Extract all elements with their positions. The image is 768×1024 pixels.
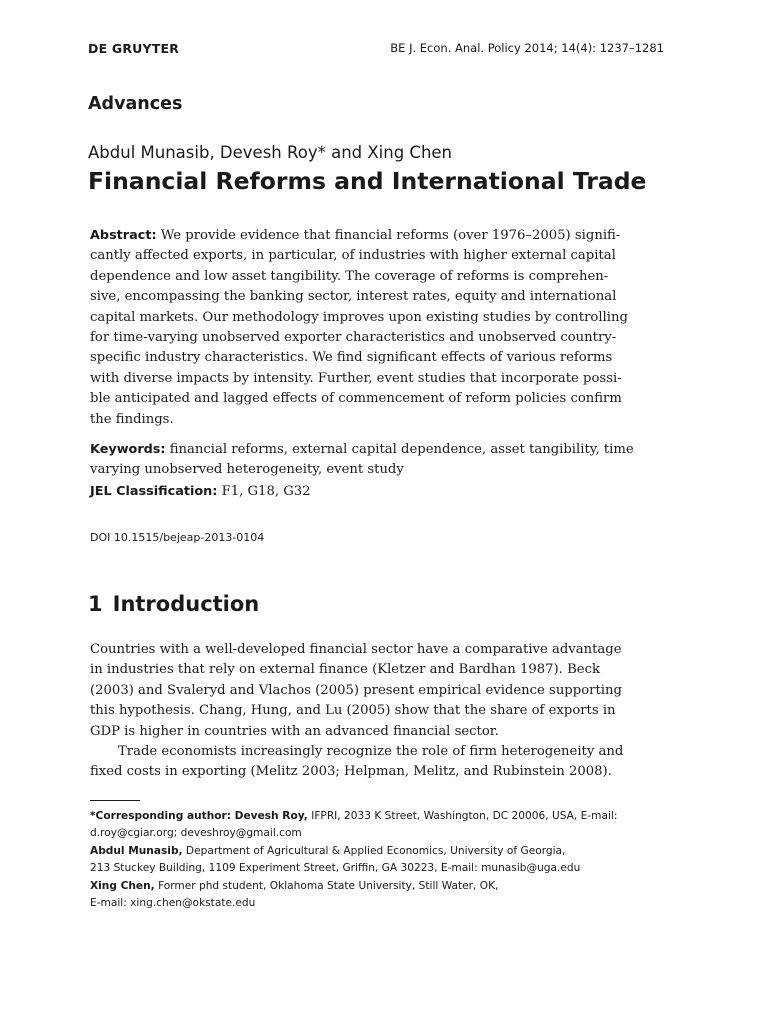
- footnote-rule: [90, 800, 140, 801]
- footnote-text: E-mail: xing.chen@okstate.edu: [90, 897, 256, 910]
- footnotes: [90, 808, 670, 912]
- abstract-line: dependence and low asset tangibility. The coverage of reforms is comprehen-: [90, 268, 609, 284]
- abstract-line: cantly affected exports, in particular, of industries with higher external capital: [90, 248, 616, 264]
- footnote-label: Xing Chen,: [90, 879, 155, 892]
- keywords-line: varying unobserved heterogeneity, event study: [90, 462, 404, 478]
- section-number: 1: [88, 592, 103, 616]
- abstract: [90, 226, 664, 430]
- jel-codes: F1, G18, G32: [221, 484, 311, 499]
- footnote-text: Department of Agricultural & Applied Economics, University of Georgia,: [185, 844, 566, 857]
- abstract-line: We provide evidence that financial reforms (over 1976–2005) signifi-: [160, 228, 621, 243]
- body-line: GDP is higher in countries with an advanced financial sector.: [90, 723, 499, 739]
- body-line: this hypothesis. Chang, Hung, and Lu (2005) show that the share of exports in: [90, 703, 616, 719]
- section-label: Advances: [88, 94, 183, 114]
- section-title: Introduction: [112, 592, 260, 616]
- doi: DOI 10.1515/bejeap-2013-0104: [90, 531, 265, 544]
- abstract-line: specific industry characteristics. We find significant effects of various reforms: [90, 350, 613, 366]
- abstract-line: for time-varying unobserved exporter characteristics and unobserved country-: [90, 330, 617, 346]
- footnote-text: d.roy@cgiar.org; deveshroy@gmail.com: [90, 827, 302, 840]
- abstract-line: ble anticipated and lagged effects of commencement of reform policies confirm: [90, 391, 622, 407]
- journal-citation: BE J. Econ. Anal. Policy 2014; 14(4): 1237–1281: [390, 41, 664, 55]
- author-list: Abdul Munasib, Devesh Roy* and Xing Chen: [88, 143, 453, 162]
- introduction-body: [90, 640, 664, 783]
- abstract-line: with diverse impacts by intensity. Further, event studies that incorporate possi-: [90, 370, 622, 386]
- abstract-line: the findings.: [90, 411, 174, 427]
- publisher-name: DE GRUYTER: [88, 41, 180, 56]
- jel-classification: [90, 482, 664, 502]
- body-line: Trade economists increasingly recognize the role of firm heterogeneity and: [118, 744, 624, 760]
- footnote-text: 213 Stuckey Building, 1109 Experiment Street, Griffin, GA 30223, E-mail: munasib@uga.edu: [90, 862, 581, 875]
- body-line: Countries with a well-developed financial sector have a comparative advantage: [90, 642, 622, 657]
- abstract-line: capital markets. Our methodology improves upon existing studies by controlling: [90, 309, 628, 325]
- body-line: (2003) and Svaleryd and Vlachos (2005) present empirical evidence supporting: [90, 682, 622, 698]
- body-line: fixed costs in exporting (Melitz 2003; Helpman, Melitz, and Rubinstein 2008).: [90, 764, 612, 780]
- footnote-label: *Corresponding author: Devesh Roy,: [90, 810, 308, 822]
- jel-label: JEL Classification:: [90, 484, 218, 499]
- abstract-label: Abstract:: [90, 228, 157, 243]
- keywords: [90, 440, 664, 481]
- footnote-text: Former phd student, Oklahoma State University, Still Water, OK,: [158, 879, 499, 892]
- footnote-text: IFPRI, 2033 K Street, Washington, DC 20006, USA, E-mail:: [311, 810, 618, 822]
- keywords-label: Keywords:: [90, 442, 166, 457]
- body-line: in industries that rely on external finance (Kletzer and Bardhan 1987). Beck: [90, 662, 600, 678]
- section-heading: [88, 592, 259, 616]
- paper-title: Financial Reforms and International Trade: [88, 167, 647, 195]
- footnote-label: Abdul Munasib,: [90, 844, 183, 857]
- keywords-line: financial reforms, external capital dependence, asset tangibility, time: [169, 442, 634, 457]
- abstract-line: sive, encompassing the banking sector, interest rates, equity and international: [90, 289, 617, 305]
